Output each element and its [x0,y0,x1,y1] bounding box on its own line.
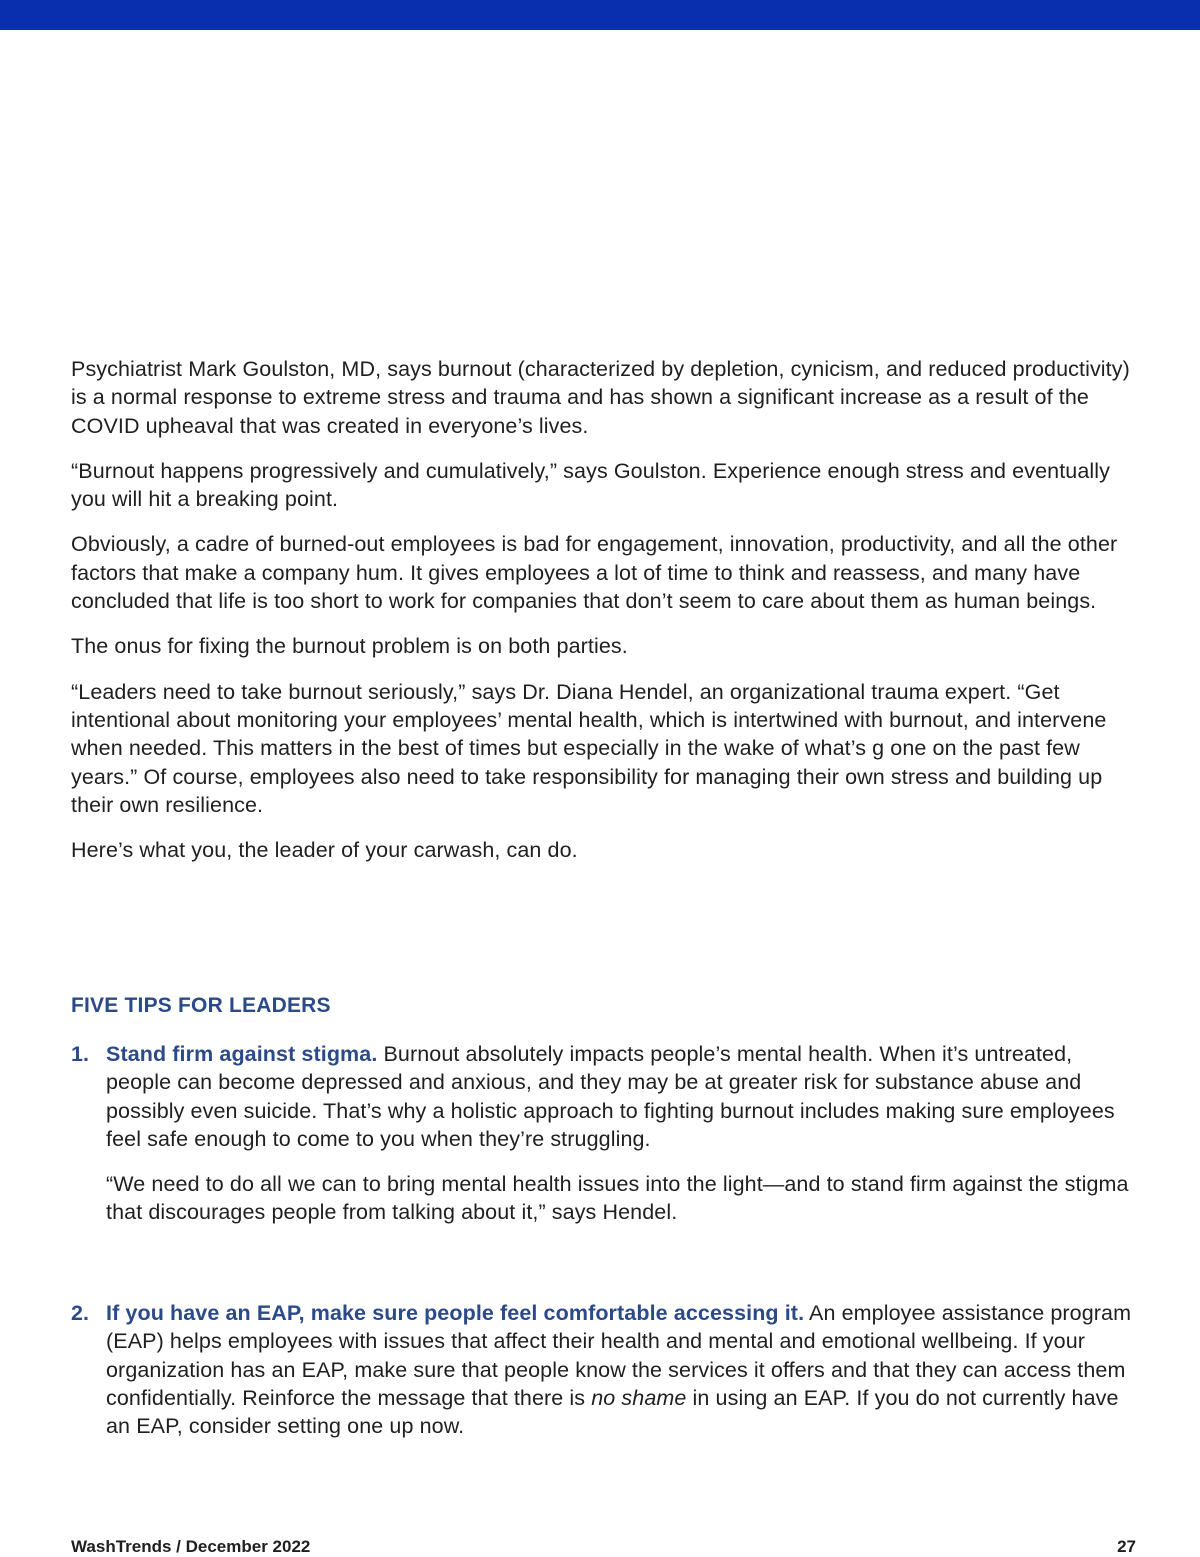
article-body [71,355,1131,881]
tip-text: Burnout absolutely impacts people’s mental health. When it’s untreated, people can become depressed and anxious, and they may be at greater risk for substance abuse and possibly even suicide. That’s why a holistic approach to fighting burnout includes making sure employees feel safe enough to come to you when they’re struggling. [106,1042,1115,1151]
tip-item [71,1040,1133,1244]
tip-number: 1. [71,1042,90,1066]
tip-text: in using an EAP. If you do not currently have an EAP, consider setting one up now. [106,1385,1119,1439]
tip-number: 2. [71,1301,90,1325]
tip-emphasis: no shame [591,1385,687,1410]
tip-item [71,1299,1133,1457]
section-heading: FIVE TIPS FOR LEADERS [71,994,331,1017]
paragraph: “Burnout happens progressively and cumulatively,” says Goulston. Experience enough stress and eventually you will hit a breaking point. [71,458,1110,512]
tip-title: If you have an EAP, make sure people feel comfortable accessing it. [106,1301,805,1325]
paragraph: The onus for fixing the burnout problem is on both parties. [71,634,628,659]
tip-body [106,1040,1133,1227]
tip-paragraph [106,1040,1133,1153]
tip-quote: “We need to do all we can to bring mental health issues into the light—and to stand firm against the stigma that discourages people from talking about it,” says Hendel. [106,1172,1129,1225]
paragraph: Here’s what you, the leader of your carwash, can do. [71,838,578,863]
paragraph: Psychiatrist Mark Goulston, MD, says burnout (characterized by depletion, cynicism, and reduced productivity) is a normal response to extreme stress and trauma and has shown a significant increase as a result of the COVID upheaval that was created in everyone’s lives. [71,357,1130,438]
footer-publication: WashTrends / December 2022 [71,1537,311,1556]
header-color-bar [0,0,1200,30]
tip-paragraph [106,1299,1133,1440]
tip-text: An employee assistance program (EAP) helps employees with issues that affect their health and mental and emotional wellbeing. If your organization has an EAP, make sure that people know the services it offers and that they can access them confidentially. Reinforce the message that there is [106,1301,1132,1410]
paragraph: “Leaders need to take burnout seriously,” says Dr. Diana Hendel, an organizational trauma expert. “Get intentional about monitoring your employees’ mental health, which is intertwined with burnout, and intervene when needed. This matters in the best of times but especially in the wake of what’s g one on the past few years.” Of course, employees also need to take responsibility for managing their own stress and building up their own resilience. [71,679,1107,817]
tip-title: Stand firm against stigma. [106,1042,378,1066]
tip-body [106,1299,1133,1440]
footer-page-number: 27 [1117,1537,1136,1556]
paragraph: Obviously, a cadre of burned-out employees is bad for engagement, innovation, productivity, and all the other factors that make a company hum. It gives employees a lot of time to think and reassess, and many have concluded that life is too short to work for companies that don’t seem to care about them as human beings. [71,532,1118,614]
